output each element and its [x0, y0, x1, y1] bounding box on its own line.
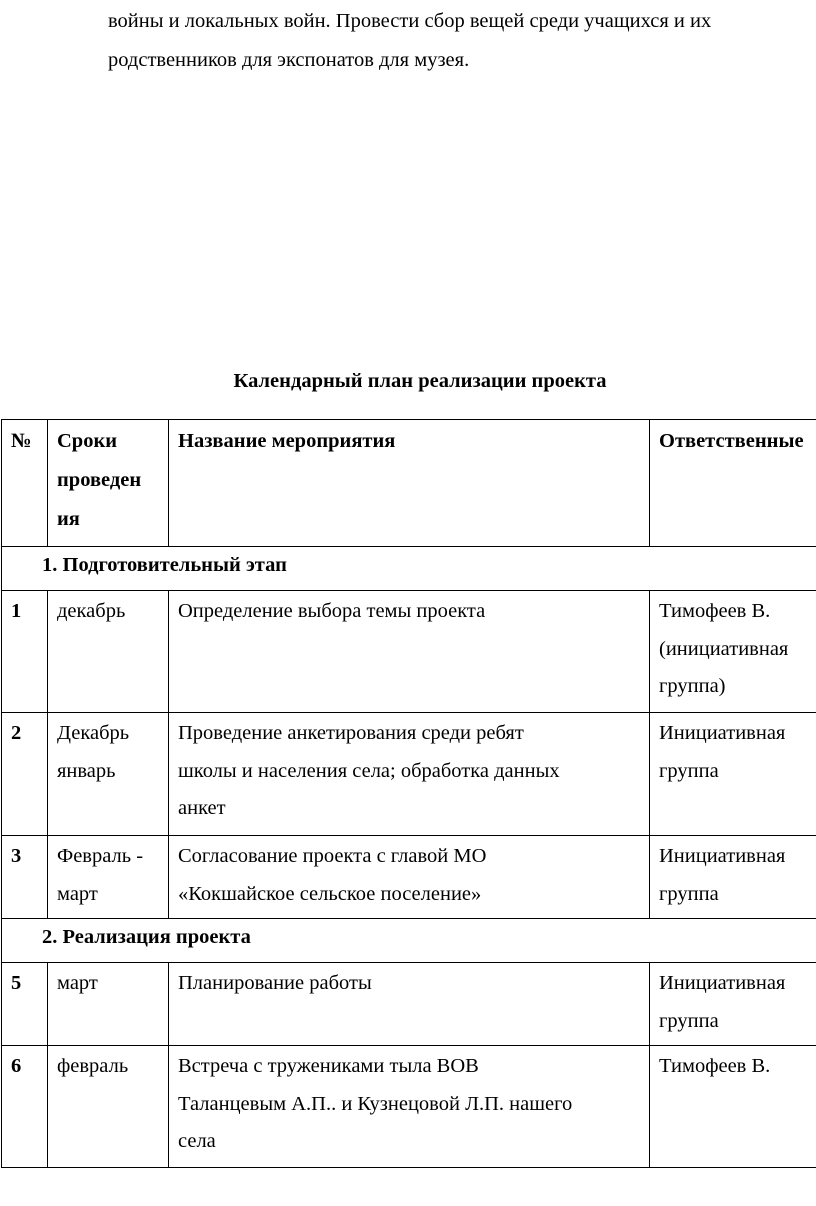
row-responsible	[650, 836, 816, 919]
intro-line: родственников для экспонатов для музея.	[108, 49, 470, 71]
row-num: 2	[2, 713, 48, 836]
row-responsible-line: Тимофеев В.	[659, 600, 771, 622]
row-dates	[48, 836, 169, 919]
row-activity-line: села	[178, 1130, 216, 1152]
row-activity	[169, 963, 650, 1046]
row-activity-line: Таланцевым А.П.. и Кузнецовой Л.П. нашего	[178, 1092, 573, 1115]
row-dates	[48, 713, 169, 836]
row-responsible	[650, 713, 816, 836]
row-dates	[48, 963, 169, 1046]
page-title: Календарный план реализации проекта	[233, 370, 607, 392]
intro-line: войны и локальных войн. Провести сбор вещей среди учащихся и их	[108, 10, 712, 32]
row-responsible-line: Тимофеев В.	[659, 1055, 771, 1077]
row-activity-line: анкет	[178, 797, 226, 819]
row-dates-line: февраль	[57, 1055, 129, 1077]
stage-row	[2, 547, 816, 591]
row-responsible	[650, 1046, 816, 1168]
row-activity	[169, 1046, 650, 1168]
row-responsible-line: Инициативная	[659, 722, 786, 744]
row-responsible-line: Инициативная	[659, 845, 786, 867]
table-header-row	[2, 420, 816, 547]
row-activity	[169, 591, 650, 713]
intro-paragraph	[108, 2, 816, 80]
row-activity-line: Согласование проекта с главой МО	[178, 845, 487, 867]
row-num: 1	[2, 591, 48, 713]
stage-label: 1. Подготовительный этап	[2, 547, 816, 591]
row-dates	[48, 591, 169, 713]
header-responsible: Ответственные	[650, 420, 816, 547]
row-activity-line: Проведение анкетирования среди ребят	[178, 722, 524, 744]
header-dates-line: ия	[57, 508, 80, 530]
row-activity-line: Определение выбора темы проекта	[178, 600, 486, 622]
table-row	[2, 963, 816, 1046]
stage-label: 2. Реализация проекта	[2, 919, 816, 963]
header-dates-line: Сроки	[57, 430, 118, 452]
calendar-plan-table	[1, 419, 816, 1168]
row-num: 3	[2, 836, 48, 919]
row-dates-line: Декабрь	[57, 722, 130, 744]
row-activity-line: Планирование работы	[178, 972, 372, 994]
row-activity	[169, 713, 650, 836]
row-activity	[169, 836, 650, 919]
row-responsible-line: группа	[659, 759, 719, 782]
table-row	[2, 713, 816, 836]
row-activity-line: «Кокшайское сельское поселение»	[178, 882, 482, 905]
row-num: 5	[2, 963, 48, 1046]
row-activity-line: школы и населения села; обработка данных	[178, 759, 560, 782]
row-responsible	[650, 963, 816, 1046]
row-dates	[48, 1046, 169, 1168]
row-responsible-line: группа)	[659, 675, 726, 697]
header-num: №	[2, 420, 48, 547]
row-dates-line: декабрь	[57, 600, 126, 622]
table-row	[2, 591, 816, 713]
row-responsible-line: группа	[659, 1009, 719, 1032]
table-row	[2, 1046, 816, 1168]
row-responsible-line: группа	[659, 882, 719, 905]
row-dates-line: март	[57, 972, 98, 994]
row-dates-line: Февраль -	[57, 845, 144, 867]
row-dates-line: март	[57, 882, 98, 905]
row-responsible-line: (инициативная	[659, 637, 789, 660]
header-dates	[48, 420, 169, 547]
header-name: Название мероприятия	[169, 420, 650, 547]
row-activity-line: Встреча с тружениками тыла ВОВ	[178, 1055, 479, 1077]
row-responsible-line: Инициативная	[659, 972, 786, 994]
stage-row	[2, 919, 816, 963]
table-row	[2, 836, 816, 919]
row-num: 6	[2, 1046, 48, 1168]
row-responsible	[650, 591, 816, 713]
row-dates-line: январь	[57, 759, 116, 782]
header-dates-line: проведен	[57, 469, 142, 491]
